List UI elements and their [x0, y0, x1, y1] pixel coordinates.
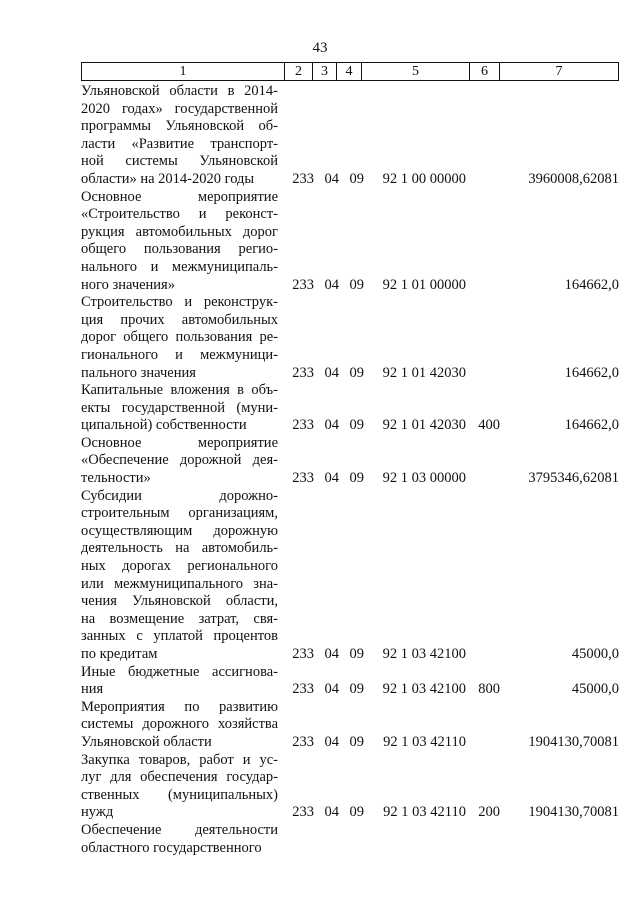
cell-target-item: 92 1 03 42110 [383, 804, 466, 821]
cell-grbs: 233 [292, 733, 314, 750]
description-line: Ульяновской области в 2014- [81, 83, 278, 99]
description-line: Субсидии дорожно- [81, 487, 278, 504]
cell-subsection: 09 [349, 804, 364, 821]
description-line: нужд [81, 804, 114, 821]
cell-section: 04 [324, 733, 339, 750]
cell-section: 04 [324, 170, 339, 187]
description-line: деятельность на автомобиль- [81, 540, 278, 557]
row-description [81, 189, 278, 295]
description-line: Иные бюджетные ассигнова- [81, 663, 278, 680]
cell-subsection: 09 [349, 681, 364, 698]
row-description [81, 488, 278, 664]
table-row [81, 83, 619, 189]
description-line: программы Ульяновской об- [81, 118, 278, 135]
description-line: областного государственного [81, 839, 262, 856]
table-row [81, 699, 619, 752]
table-row [81, 822, 619, 857]
description-line: Закупка товаров, работ и ус- [81, 751, 278, 768]
table-body [81, 83, 619, 857]
description-line: Капитальные вложения в объ- [81, 382, 278, 399]
description-line: ственных (муниципальных) [81, 786, 278, 803]
cell-target-item: 92 1 01 00000 [382, 276, 466, 293]
description-line: Основное мероприятие [81, 434, 278, 451]
description-line: на возмещение затрат, свя- [81, 610, 278, 627]
table-row [81, 435, 619, 488]
table-row [81, 664, 619, 699]
cell-grbs: 233 [292, 417, 314, 434]
description-line: строительным организациям, [81, 505, 278, 522]
description-line: екты государственной (муни- [81, 399, 278, 416]
description-line: ного значения» [81, 276, 175, 293]
description-line: чения Ульяновской области, [81, 593, 278, 610]
row-description [81, 382, 278, 435]
table-row [81, 294, 619, 382]
description-line: общего пользования регио- [81, 241, 278, 258]
description-line: ция прочих автомобильных [81, 311, 278, 328]
description-line: по кредитам [81, 646, 158, 662]
cell-grbs: 233 [292, 170, 314, 187]
cell-amount: 45000,0 [571, 681, 619, 698]
cell-grbs: 233 [292, 646, 314, 662]
cell-target-item: 92 1 03 42110 [383, 733, 466, 750]
description-line: занных с уплатой процентов [81, 628, 278, 645]
cell-amount: 45000,0 [571, 646, 619, 662]
description-line: «Строительство и реконст- [81, 206, 278, 223]
cell-section: 04 [324, 470, 339, 487]
table-row [81, 382, 619, 435]
description-line: тельности» [81, 470, 151, 487]
cell-amount: 3960008,62081 [528, 170, 619, 187]
cell-expense-type: 400 [478, 417, 500, 434]
row-description [81, 752, 278, 822]
header-col-7: 7 [555, 64, 563, 79]
description-line: 2020 годах» государственной [81, 100, 278, 117]
description-line: Основное мероприятие [81, 188, 278, 205]
cell-target-item: 92 1 01 42030 [382, 364, 466, 381]
row-description [81, 664, 278, 699]
cell-grbs: 233 [292, 364, 314, 381]
row-description [81, 435, 278, 488]
cell-subsection: 09 [349, 733, 364, 750]
cell-subsection: 09 [349, 170, 364, 187]
row-description [81, 699, 278, 752]
cell-subsection: 09 [349, 364, 364, 381]
header-col-2: 2 [285, 63, 313, 80]
cell-target-item: 92 1 01 42030 [382, 417, 466, 434]
header-col-1: 1 [82, 63, 285, 80]
row-description [81, 822, 278, 857]
header-col-5: 5 [362, 63, 470, 80]
cell-section: 04 [324, 417, 339, 434]
cell-subsection: 09 [349, 276, 364, 293]
cell-subsection: 09 [349, 646, 364, 662]
cell-amount: 164662,0 [564, 364, 619, 381]
table-row [81, 752, 619, 822]
cell-target-item: 92 1 03 42100 [382, 681, 466, 698]
description-line: дорог общего пользования ре- [81, 329, 278, 346]
cell-subsection: 09 [349, 470, 364, 487]
cell-section: 04 [324, 646, 339, 662]
table-row [81, 189, 619, 295]
description-line: ласти «Развитие транспорт- [81, 135, 278, 152]
cell-target-item: 92 1 03 42100 [382, 646, 466, 662]
description-line: нального и межмуниципаль- [81, 258, 278, 275]
cell-section: 04 [324, 804, 339, 821]
description-line: «Обеспечение дорожной дея- [81, 452, 278, 469]
description-line: Строительство и реконструк- [81, 294, 278, 311]
header-col-6: 6 [470, 63, 500, 80]
table-header [81, 62, 619, 81]
description-line: луг для обеспечения государ- [81, 769, 278, 786]
page-number: 43 [312, 40, 328, 56]
description-line: ния [81, 681, 104, 698]
description-line: области» на 2014-2020 годы [81, 170, 255, 187]
cell-amount: 1904130,70081 [528, 733, 619, 750]
cell-grbs: 233 [292, 681, 314, 698]
description-line: пального значения [81, 364, 196, 381]
description-line: Мероприятия по развитию [81, 698, 278, 715]
description-line: рукция автомобильных дорог [81, 223, 278, 240]
cell-expense-type: 200 [478, 804, 500, 821]
description-line: или межмуниципального зна- [81, 575, 278, 592]
description-line: Ульяновской области [81, 733, 212, 750]
cell-expense-type: 800 [478, 681, 500, 698]
header-col-3: 3 [313, 63, 337, 80]
table-row [81, 488, 619, 664]
cell-target-item: 92 1 00 00000 [382, 170, 466, 187]
cell-grbs: 233 [292, 804, 314, 821]
header-col-4: 4 [337, 63, 362, 80]
description-line: гионального и межмуници- [81, 346, 278, 363]
cell-grbs: 233 [292, 276, 314, 293]
description-line: ной системы Ульяновской [81, 153, 278, 170]
description-line: ципальной) собственности [81, 417, 247, 434]
cell-amount: 164662,0 [564, 276, 619, 293]
row-description [81, 294, 278, 382]
cell-section: 04 [324, 364, 339, 381]
cell-amount: 164662,0 [564, 417, 619, 434]
description-line: осуществляющим дорожную [81, 522, 278, 539]
cell-target-item: 92 1 03 00000 [382, 470, 466, 487]
cell-grbs: 233 [292, 470, 314, 487]
description-line: системы дорожного хозяйства [81, 716, 278, 733]
cell-amount: 1904130,70081 [528, 804, 619, 821]
row-description [81, 83, 278, 189]
description-line: ных дорогах регионального [81, 558, 278, 575]
cell-section: 04 [324, 681, 339, 698]
cell-section: 04 [324, 276, 339, 293]
cell-subsection: 09 [349, 417, 364, 434]
description-line: Обеспечение деятельности [81, 821, 278, 838]
cell-amount: 3795346,62081 [528, 470, 619, 487]
